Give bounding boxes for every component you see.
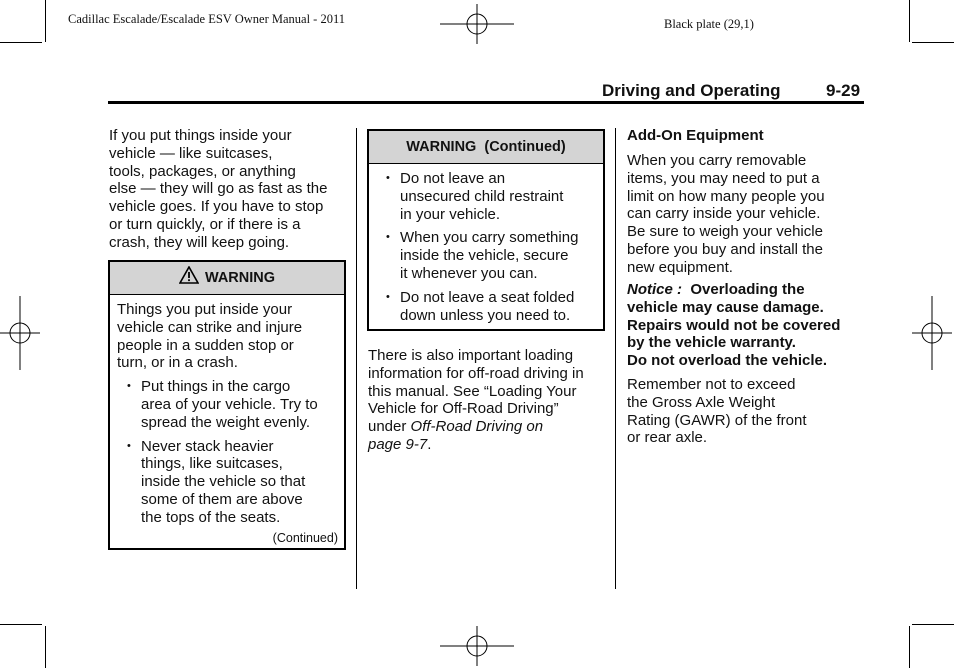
- intro-paragraph: If you put things inside your vehicle — like suitcases, tools, packages, or anything else — they will go as fast as the vehicle goes. If you have to stop or turn quickly, or if there is a crash, they will keep going.: [109, 127, 328, 251]
- bullet-item: • Never stack heavier things, like suitcases, inside the vehicle so that some of them are above the tops of the seats.: [127, 437, 306, 526]
- page-number: 9-29: [826, 81, 861, 100]
- bullet-item: • Put things in the cargo area of your vehicle. Try to spread the weight evenly.: [127, 378, 318, 431]
- warning-box: [108, 260, 346, 550]
- crop-mark: [909, 0, 910, 42]
- registration-mark-icon: [440, 626, 514, 666]
- crop-mark: [912, 624, 954, 625]
- warning-body: Things you put inside your vehicle can strike and injure people in a sudden stop or turn, or in a crash. • Put things in the cargo area of your vehicle. Try to spread the weight evenly. • Never stack heavier things, like suitcases, inside the vehicle so that some of them are above the tops of the seats. (Continued): [110, 295, 344, 547]
- warning-triangle-icon: [179, 266, 199, 284]
- continued-label: (Continued): [272, 530, 338, 545]
- cross-reference-link[interactable]: Off-Road Driving on: [410, 418, 544, 436]
- registration-mark-icon: [440, 4, 514, 44]
- crop-mark: [909, 626, 910, 668]
- crop-mark: [45, 0, 46, 42]
- crop-mark: [45, 626, 46, 668]
- cross-reference-page-link[interactable]: page 9-7: [368, 435, 428, 453]
- plate-label: Black plate (29,1): [664, 17, 754, 31]
- warning-continued-body: [369, 164, 603, 324]
- registration-mark-icon: [912, 296, 952, 370]
- loading-info-paragraph: There is also important loading information for off-road driving in this manual. See “Loading Your Vehicle for Off-Road Driving” under Off-Road Driving on page 9-7.: [368, 347, 584, 453]
- bullet-icon: •: [386, 231, 390, 244]
- warning-header: [110, 262, 344, 295]
- bullet-item: • Do not leave an unsecured child restraint in your vehicle.: [386, 170, 564, 223]
- notice-block: Notice : Overloading the vehicle may cause damage. Repairs would not be covered by the vehicle warranty. Do not overload the vehicle.: [627, 281, 841, 370]
- add-on-paragraph: When you carry removable items, you may need to put a limit on how many people you can carry inside your vehicle. Be sure to weigh your vehicle before you buy and install the new equipment.: [627, 152, 825, 276]
- manual-title: Cadillac Escalade/Escalade ESV Owner Manual - 2011: [68, 12, 345, 26]
- section-title: Driving and Operating: [602, 81, 781, 100]
- warning-title: WARNING: [204, 270, 276, 286]
- warning-continued-header: WARNING (Continued): [369, 131, 603, 164]
- bullet-icon: •: [386, 290, 390, 303]
- registration-mark-icon: [0, 296, 40, 370]
- add-on-heading: Add-On Equipment: [627, 127, 764, 144]
- bullet-item: • Do not leave a seat folded down unless you need to.: [386, 288, 575, 324]
- crop-mark: [0, 624, 42, 625]
- column-divider: [615, 128, 616, 589]
- crop-mark: [0, 42, 42, 43]
- gawr-paragraph: Remember not to exceed the Gross Axle Weight Rating (GAWR) of the front or rear axle.: [627, 376, 807, 447]
- bullet-icon: •: [127, 439, 131, 452]
- column-divider: [356, 128, 357, 589]
- bullet-item: • When you carry something inside the vehicle, secure it whenever you can.: [386, 229, 579, 282]
- warning-continued-box: [367, 129, 605, 331]
- notice-label: Notice :: [627, 281, 683, 298]
- bullet-icon: •: [386, 172, 390, 184]
- bullet-icon: •: [127, 380, 131, 393]
- crop-mark: [912, 42, 954, 43]
- header-rule: [108, 101, 864, 104]
